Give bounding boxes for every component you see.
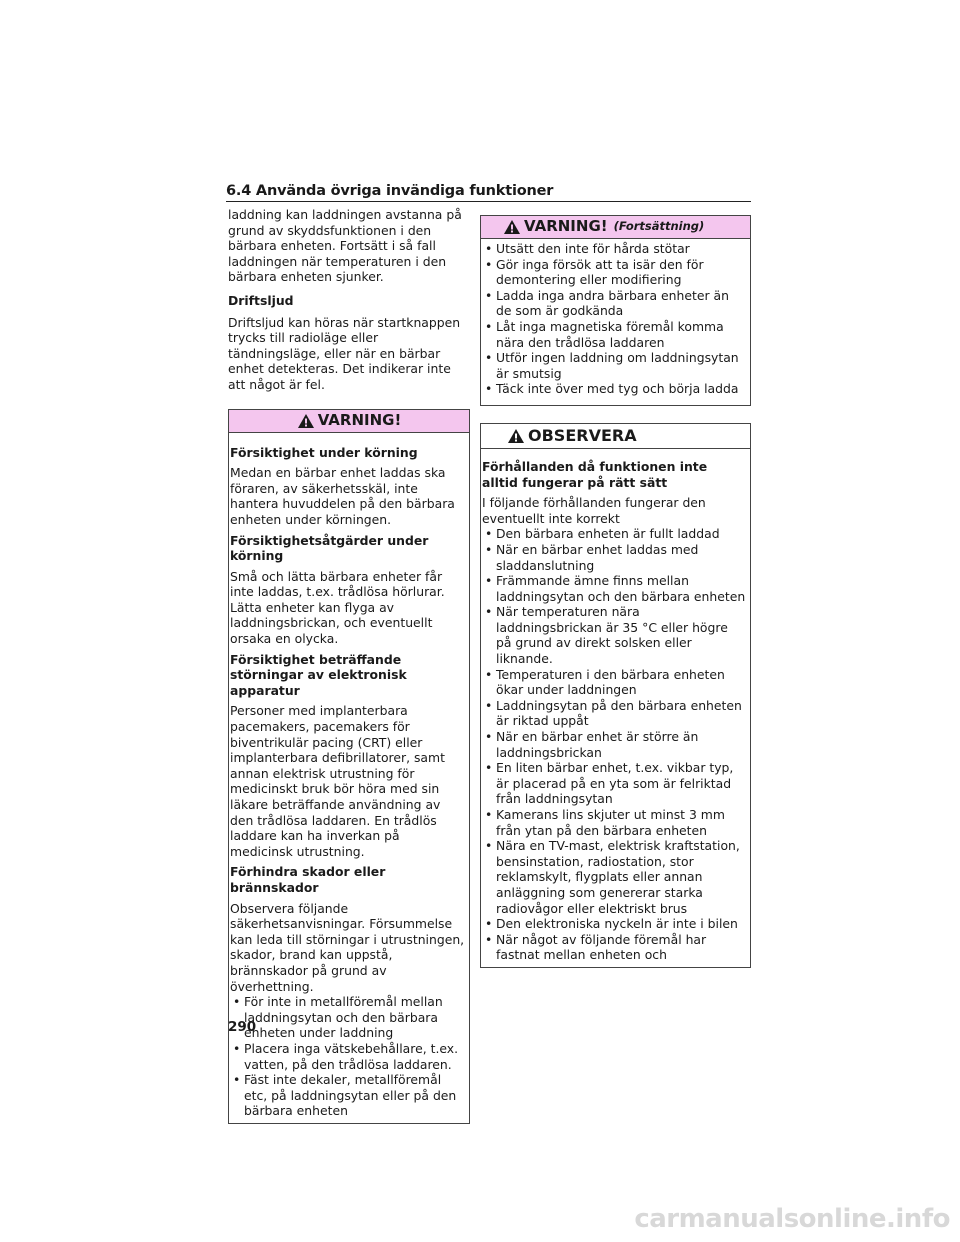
warning-text-2: Små och lätta bärbara enheter får inte laddas, t.ex. trådlösa hörlurar. Lätta enheter kan flyga av laddningsbrickan, och eventuellt orsaka en olycka. [230,568,445,647]
notice-sub: Förhållanden då funktionen inte alltid fungerar på rätt sätt [482,458,708,490]
warning-body [229,433,469,1123]
list-item: • Utsätt den inte för hårda stötar [482,241,746,257]
warning-icon [297,413,315,429]
left-column [228,207,470,1124]
list-item: • Täck inte över med tyg och börja ladda [482,381,746,397]
list-item: • Ladda inga andra bärbara enheter än de som är godkända [482,288,746,319]
notice-title: OBSERVERA [528,426,637,446]
warning-continued-body [481,239,750,405]
list-item: • Placera inga vätskebehållare, t.ex. vatten, på den trådlösa laddaren. [230,1041,465,1072]
list-item: • Utför ingen laddning om laddningsytan är smutsig [482,350,746,381]
continued-label: (Fortsättning) [613,219,705,234]
warning-sub-4: Förhindra skador eller brännskador [230,864,386,895]
list-item: • Den bärbara enheten är fullt laddad [482,526,746,542]
warning-continued-header [481,216,750,239]
section-title: 6.4 Använda övriga invändiga funktioner [226,183,554,199]
notice-bullet-list [482,526,746,963]
list-item: • För inte in metallföremål mellan laddningsytan och den bärbara enheten under laddning [230,994,465,1041]
list-item: • När temperaturen nära laddningsbrickan är 35 °C eller högre på grund av direkt solsken eller liknande. [482,604,746,666]
warning-bullet-list [230,994,465,1119]
warning-continued-list [482,241,746,397]
driftsljud-heading: Driftsljud [228,292,294,308]
warning-sub-3: Försiktighet beträffande störningar av elektronisk apparatur [230,651,407,698]
right-column [480,215,751,968]
notice-body [481,449,750,967]
list-item: • Främmande ämne finns mellan laddningsytan och den bärbara enheten [482,573,746,604]
warning-continued-box [480,215,751,406]
list-item: • Den elektroniska nyckeln är inte i bilen [482,916,746,932]
list-item: • Låt inga magnetiska föremål komma nära den trådlösa laddaren [482,319,746,350]
list-item: • När en bärbar enhet laddas med sladdanslutning [482,542,746,573]
driftsljud-paragraph: Driftsljud kan höras när startknappen trycks till radioläge eller tändningsläge, eller när en bärbar enhet detekteras. Det indikerar inte att något är fel. [228,314,461,392]
list-item: • Nära en TV-mast, elektrisk kraftstation, bensinstation, radiostation, stor reklamskylt, flygplats eller annan anläggning som genererar starka radiovågor eller elektriskt brus [482,838,746,916]
warning-text-4: Observera följande säkerhetsanvisningar. Försummelse kan leda till störningar i utrustningen, skador, brand kan uppstå, brännskador på grund av överhettning. [230,900,465,994]
notice-box [480,423,751,968]
notice-icon [507,428,525,444]
warning-title: VARNING! [317,410,402,429]
list-item: • När en bärbar enhet är större än laddningsbrickan [482,729,746,760]
warning-sub-2: Försiktighetsåtgärder under körning [230,532,429,564]
list-item: • Gör inga försök att ta isär den för demontering eller modifiering [482,257,746,288]
list-item: • Temperaturen i den bärbara enheten ökar under laddningen [482,667,746,698]
warning-text-3: Personer med implanterbara pacemakers, pacemakers för biventrikulär pacing (CRT) eller implanterbara defibrillatorer, samt annan elektrisk utrustning för medicinskt bruk bör höra med sin läkare beträffande användning av den trådlösa laddaren. En trådlös laddare kan ha inverkan på medicinsk utrustning. [230,703,445,859]
warning-box [228,409,470,1124]
watermark: carmanualsonline.info [634,1204,950,1234]
warning-icon [503,219,521,235]
list-item: • En liten bärbar enhet, t.ex. vikbar typ, är placerad på en yta som är felriktad från laddningsytan [482,760,746,807]
intro-paragraph: laddning kan laddningen avstanna på grund av skyddsfunktionen i den bärbara enheten. Fortsätt i så fall laddningen när temperaturen i den bärbara enheten sjunker. [228,207,462,285]
list-item: • Fäst inte dekaler, metallföremål etc, på laddningsytan eller på den bärbara enheten [230,1072,465,1119]
warning-continued-title: VARNING! [524,217,608,236]
warning-text-1: Medan en bärbar enhet laddas ska föraren, av säkerhetsskäl, inte hantera huvuddelen på den bärbara enheten under körningen. [230,465,455,527]
list-item: • Kamerans lins skjuter ut minst 3 mm från ytan på den bärbara enheten [482,807,746,838]
page-number: 290 [228,1019,257,1035]
warning-sub-1: Försiktighet under körning [230,444,418,460]
page-header [226,180,751,202]
warning-header [229,410,469,433]
notice-text: I följande förhållanden fungerar den eventuellt inte korrekt [482,495,706,526]
list-item: • När något av följande föremål har fastnat mellan enheten och [482,932,746,963]
notice-header [481,424,750,449]
list-item: • Laddningsytan på den bärbara enheten är riktad uppåt [482,698,746,729]
